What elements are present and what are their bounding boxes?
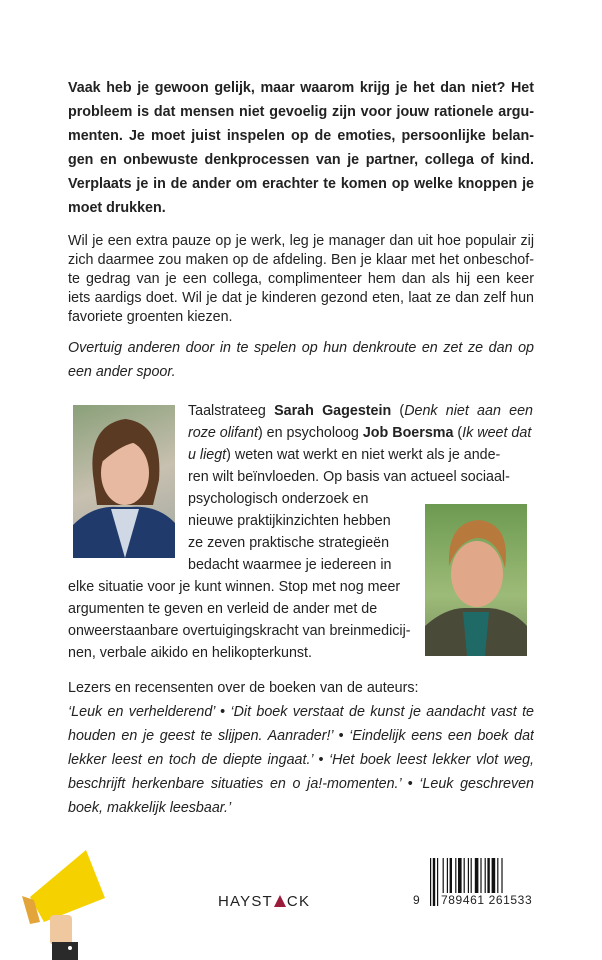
review-line: beschrijft herkenbare situaties en o ja!-momenten.’ • ‘Leuk geschreven	[68, 776, 534, 792]
text-line: nieuwe praktijkinzichten hebben	[188, 513, 391, 529]
book-title: Ik weet dat	[462, 425, 532, 441]
review-line: lekker leest en toch de diepte ingaat.’ • ‘Het boek leest lekker vlot weg,	[68, 752, 534, 768]
text: ) en psycholoog	[257, 425, 363, 441]
barcode-digits: 789461 261533	[441, 893, 533, 907]
text: ) weten wat werkt en niet werkt als je ande-	[226, 447, 501, 463]
text-line: ze zeven praktische strategieën	[188, 535, 390, 551]
text-line: bedacht waarmee je iedereen in	[188, 557, 392, 573]
text-line: favoriete groenten kiezen.	[68, 309, 233, 325]
author-photo-job	[425, 504, 527, 656]
text-line: te gedrag van je een collega, complimenteer hem dan als hij een keer	[68, 271, 534, 287]
text: Taalstrateeg	[188, 403, 275, 419]
review-line: ‘Leuk en verhelderend’ • ‘Dit boek verstaat de kunst je aandacht vast te	[68, 704, 534, 720]
text-line: onweerstaanbare overtuigingskracht van breinmedicij-	[68, 623, 411, 639]
text: (	[391, 403, 405, 419]
text-line: psychologisch onderzoek en	[188, 491, 369, 507]
text: (	[453, 425, 463, 441]
text-line: Wil je een extra pauze op je werk, leg je manager dan uit hoe populair zij	[68, 233, 534, 249]
barcode-first-digit: 9	[413, 893, 420, 907]
text-line	[188, 423, 533, 443]
portrait-image	[73, 405, 175, 558]
text-line: een ander spoor.	[68, 364, 176, 380]
text-line: ren wilt beïnvloeden. Op basis van actueel sociaal-	[188, 469, 510, 485]
megaphone-illustration	[0, 840, 130, 960]
text-line: Vaak heb je gewoon gelijk, maar waarom krijg je het dan niet? Het	[68, 80, 534, 96]
text-line: elke situatie voor je kunt winnen. Stop met nog meer	[68, 579, 401, 595]
author-name: Job Boersma	[362, 425, 454, 441]
author-photo-sarah	[73, 405, 175, 558]
logo-text: HAYST	[218, 893, 273, 910]
text-line: gen en onbewuste denkprocessen van je partner, collega of kind.	[68, 152, 534, 168]
barcode-bar	[437, 858, 438, 906]
logo-triangle-icon	[274, 895, 286, 907]
logo-text: CK	[286, 893, 311, 910]
portrait-image	[425, 504, 527, 656]
text-line	[188, 445, 500, 465]
publisher-logo	[218, 893, 310, 910]
book-title: roze olifant	[188, 425, 258, 441]
text-line: Overtuig anderen door in te spelen op hun denkroute en zet ze dan op	[68, 340, 534, 356]
review-line: houden en je geest te slijpen. Aanrader!’ • ‘Eindelijk eens een boek dat	[68, 728, 534, 744]
book-title: u liegt	[188, 447, 227, 463]
text-line: argumenten te geven en verleid de ander met de	[68, 601, 378, 617]
text-line: Verplaats je in de ander om erachter te komen op welke knoppen je	[68, 176, 534, 192]
text-line: zich daarmee zou maken op de afdeling. Ben je klaar met het onbeschof-	[68, 252, 534, 268]
author-name: Sarah Gagestein	[274, 403, 392, 419]
text-line: iets aardigs doet. Wil je dat je kinderen gezond eten, laat ze dan zelf hun	[68, 290, 534, 306]
text-line: menten. Je moet juist inspelen op de emoties, persoonlijke belan-	[68, 128, 534, 144]
book-title: Denk niet aan een	[404, 403, 533, 419]
barcode-bar	[433, 858, 435, 906]
text-line: nen, verbale aikido en helikopterkunst.	[68, 645, 312, 661]
text-line	[188, 401, 533, 421]
reviews-heading: Lezers en recensenten over de boeken van de auteurs:	[68, 680, 419, 696]
review-line: boek, makkelijk leesbaar.’	[68, 800, 232, 816]
text-line: moet drukken.	[68, 200, 166, 216]
text-line: probleem is dat mensen niet gevoelig zijn voor jouw rationele argu-	[68, 104, 534, 120]
barcode-bar	[430, 858, 431, 906]
